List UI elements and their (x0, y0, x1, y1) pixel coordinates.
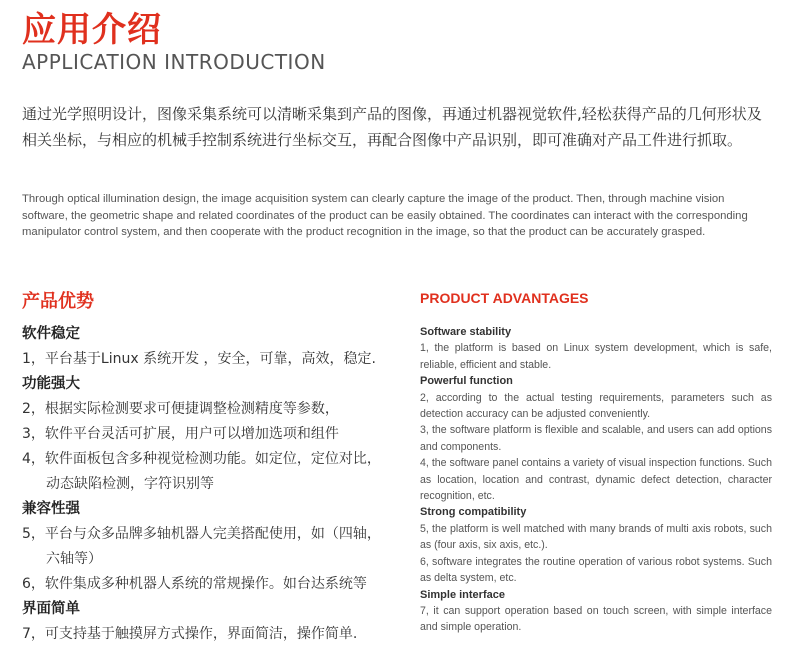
advantage-item-en: 3, the software platform is flexible and scalable, and users can add options and components. (420, 424, 772, 453)
advantages-title-cn: 产品优势 (22, 291, 94, 312)
advantage-item-en: 4, the software panel contains a variety of visual inspection functions. Such as location, location and contrast, dynamic defect detection, character recognition, etc. (420, 457, 772, 503)
advantage-item-cn: 5，平台与众多品牌多轴机器人完美搭配使用，如（四轴， (22, 526, 381, 542)
advantage-item-cn-continued: 动态缺陷检测，字符识别等 (46, 476, 214, 492)
advantage-item-en: 6, software integrates the routine operation of various robot systems. Such as delta system, etc. (420, 555, 772, 585)
advantage-heading-en: Strong compatibility (420, 506, 527, 519)
advantage-heading-cn: 功能强大 (22, 376, 80, 392)
page-title-cn: 应用介绍 (22, 10, 162, 50)
advantage-item-en: 5, the platform is well matched with many brands of multi axis robots, such as (four axis, six axis, etc.). (420, 522, 772, 552)
advantage-heading-en: Simple interface (420, 588, 505, 601)
intro-text-en: Through optical illumination design, the image acquisition system can clearly capture the image of the product. Then, through machine vision software, the geometric shape and related coordinates of the product can be easily obtained. The coordinates can interact with the corresponding manipulator control system, and then cooperate with the product recognition in the image, so that the product can be accurately grasped. (22, 193, 748, 238)
advantage-heading-cn: 软件稳定 (22, 326, 80, 342)
advantage-item-en: 2, according to the actual testing requirements, parameters such as detection accuracy can be adjusted conveniently. (420, 391, 772, 421)
advantage-heading-cn: 兼容性强 (22, 501, 80, 517)
advantage-heading-cn: 界面简单 (22, 601, 80, 617)
advantage-item-cn: 3，软件平台灵活可扩展，用户可以增加选项和组件 (22, 426, 339, 442)
advantages-title-en: PRODUCT ADVANTAGES (420, 290, 589, 306)
intro-text-cn: 通过光学照明设计，图像采集系统可以清晰采集到产品的图像，再通过机器视觉软件,轻松获得产品的几何形状及相关坐标，与相应的机械手控制系统进行坐标交互，再配合图像中产品识别，即可准确对产品工件进行抓取。 (22, 105, 762, 149)
advantage-item-cn: 7，可支持基于触摸屏方式操作，界面简洁，操作简单. (22, 626, 358, 642)
advantage-item-cn: 1，平台基于Linux 系统开发 ，安全，可靠，高效，稳定. (22, 351, 376, 367)
advantage-item-cn-continued: 六轴等） (46, 551, 102, 567)
advantage-item-cn: 4，软件面板包含多种视觉检测功能。如定位，定位对比， (22, 451, 381, 467)
page-title-en: APPLICATION INTRODUCTION (22, 50, 326, 74)
advantage-item-en: 7, it can support operation based on touch screen, with simple interface and simple operation. (420, 604, 772, 634)
advantage-item-cn: 6，软件集成多种机器人系统的常规操作。如台达系统等 (22, 576, 367, 592)
advantages-en-column (420, 288, 772, 636)
advantage-item-cn: 2，根据实际检测要求可便捷调整检测精度等参数， (22, 401, 339, 417)
advantage-heading-en: Powerful function (420, 375, 513, 388)
advantages-cn-column (22, 288, 417, 647)
advantage-heading-en: Software stability (420, 326, 512, 338)
advantage-item-en: 1, the platform is based on Linux system development, which is safe, reliable, efficient and stable. (420, 342, 772, 371)
